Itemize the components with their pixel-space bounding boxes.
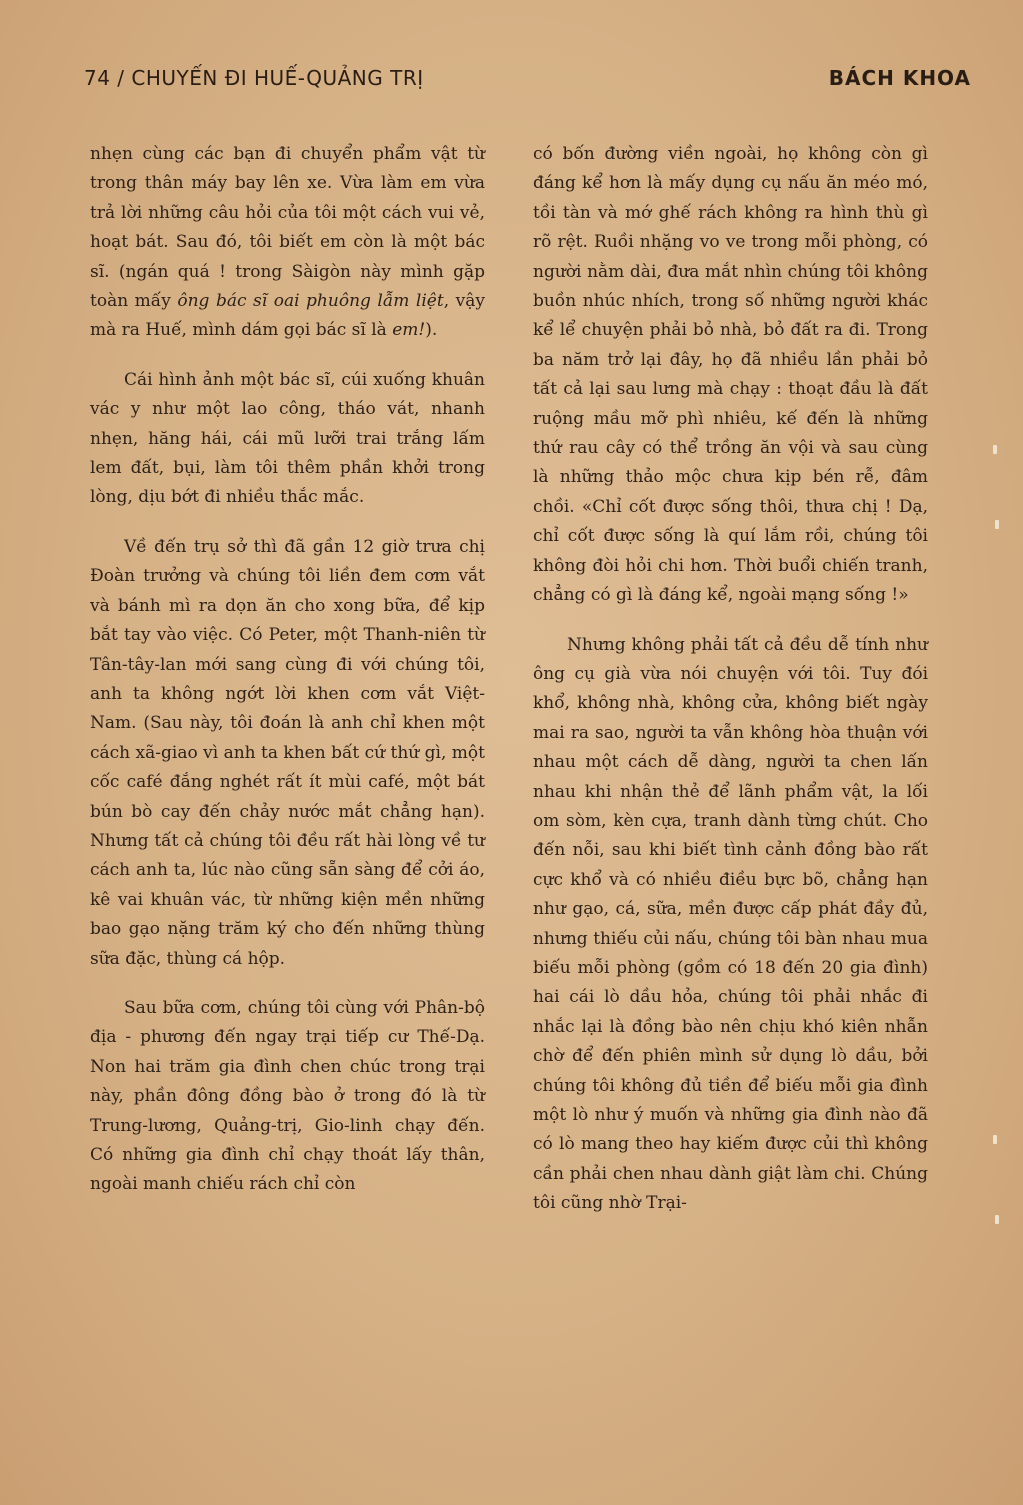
italic-phrase: em!	[392, 320, 426, 341]
italic-phrase: ông bác sĩ oai phuông lẫm liệt	[177, 291, 444, 312]
paragraph-text: nhẹn cùng các bạn đi chuyển phẩm vật từ trong thân máy bay lên xe. Vừa làm em vừa trả lời những câu hỏi của tôi một cách vui vẻ, hoạt bát. Sau đó, tôi biết em còn là một bác sĩ. (ngán quá ! trong Sàigòn này mình gặp toàn mấy	[90, 144, 485, 312]
binding-hole-mark	[993, 445, 997, 454]
binding-hole-mark	[993, 1135, 997, 1144]
binding-hole-mark	[995, 520, 999, 529]
magazine-name: BÁCH KHOA	[828, 66, 971, 90]
text-columns	[90, 140, 928, 1239]
running-header	[84, 66, 971, 100]
paragraph: có bốn đường viền ngoài, họ không còn gì đáng kể hơn là mấy dụng cụ nấu ăn méo mó, tồi tàn và mớ ghế rách không ra hình thù gì rõ rệt. Ruồi nhặng vo ve trong mỗi phòng, có người nằm dài, đưa mắt nhìn chúng tôi không buồn nhúc nhích, trong số những người khác kể lể chuyện phải bỏ nhà, bỏ đất ra đi. Trong ba năm trở lại đây, họ đã nhiều lần phải bỏ tất cả lại sau lưng mà chạy : thoạt đầu là đất ruộng mầu mỡ phì nhiêu, kế đến là những thứ rau cây có thể trồng ăn vội và sau cùng là những thảo mộc chưa kịp bén rễ, đâm chồi. «Chỉ cốt được sống thôi, thưa chị ! Dạ, chỉ cốt được sống là quí lắm rồi, chúng tôi không đòi hỏi chi hơn. Thời buổi chiến tranh, chẳng có gì là đáng kể, ngoài mạng sống !»	[533, 144, 928, 606]
paragraph	[90, 140, 485, 346]
binding-hole-mark	[995, 1215, 999, 1224]
page-header-title: 74 / CHUYẾN ĐI HUẾ-QUẢNG TRỊ	[84, 66, 424, 90]
paragraph-text: ).	[425, 320, 438, 341]
paragraph: Sau bữa cơm, chúng tôi cùng với Phân-bộ địa - phương đến ngay trại tiếp cư Thế-Dạ. Non hai trăm gia đình chen chúc trong trại này, phần đông đồng bào ở trong đó là từ Trung-lương, Quảng-trị, Gio-linh chạy đến. Có những gia đình chỉ chạy thoát lấy thân, ngoài manh chiếu rách chỉ còn	[90, 997, 485, 1195]
right-column	[533, 140, 928, 1239]
paragraph: Về đến trụ sở thì đã gần 12 giờ trưa chị Đoàn trưởng và chúng tôi liền đem cơm vắt và bánh mì ra dọn ăn cho xong bữa, để kịp bắt tay vào việc. Có Peter, một Thanh-niên từ Tân-tây-lan mới sang cùng đi với chúng tôi, anh ta không ngớt lời khen cơm vắt Việt-Nam. (Sau này, tôi đoán là anh chỉ khen một cách xã-giao vì anh ta khen bất cứ thứ gì, một cốc café đắng nghét rất ít mùi café, một bát bún bò cay đến chảy nước mắt chẳng hạn). Nhưng tất cả chúng tôi đều rất hài lòng về tư cách anh ta, lúc nào cũng sẵn sàng để cởi áo, kê vai khuân vác, từ những kiện mền những bao gạo nặng trăm ký cho đến những thùng sữa đặc, thùng cá hộp.	[90, 536, 485, 969]
paragraph: Cái hình ảnh một bác sĩ, cúi xuống khuân vác y như một lao công, tháo vát, nhanh nhẹn, hăng hái, cái mũ lưỡi trai trắng lấm lem đất, bụi, làm tôi thêm phần khởi trong lòng, dịu bớt đi nhiều thắc mắc.	[90, 369, 485, 508]
paragraph-text: , vậy mà ra Huế, mình dám gọi bác sĩ là	[90, 291, 485, 341]
paragraph: Nhưng không phải tất cả đều dễ tính như ông cụ già vừa nói chuyện với tôi. Tuy đói khổ, không nhà, không cửa, không biết ngày mai ra sao, người ta vẫn không hòa thuận với nhau một cách dễ dàng, người ta chen lấn nhau khi nhận thẻ để lãnh phẩm vật, la lối om sòm, kèn cựa, tranh dành từng chút. Cho đến nỗi, sau khi biết tình cảnh đồng bào rất cực khổ và có nhiều điều bực bõ, chẳng hạn như gạo, cá, sữa, mền được cấp phát đầy đủ, nhưng thiếu củi nấu, chúng tôi bàn nhau mua biếu mỗi phòng (gồm có 18 đến 20 gia đình) hai cái lò dầu hỏa, chúng tôi phải nhắc đi nhắc lại là đồng bào nên chịu khó kiên nhẫn chờ để đến phiên mình sử dụng lò dầu, bởi chúng tôi không đủ tiền để biếu mỗi gia đình một lò như ý muốn và những gia đình nào đã có lò mang theo hay kiếm được củi thì không cần phải chen nhau dành giật làm chi. Chúng tôi cũng nhờ Trại-	[533, 634, 928, 1214]
left-column	[90, 140, 485, 1239]
